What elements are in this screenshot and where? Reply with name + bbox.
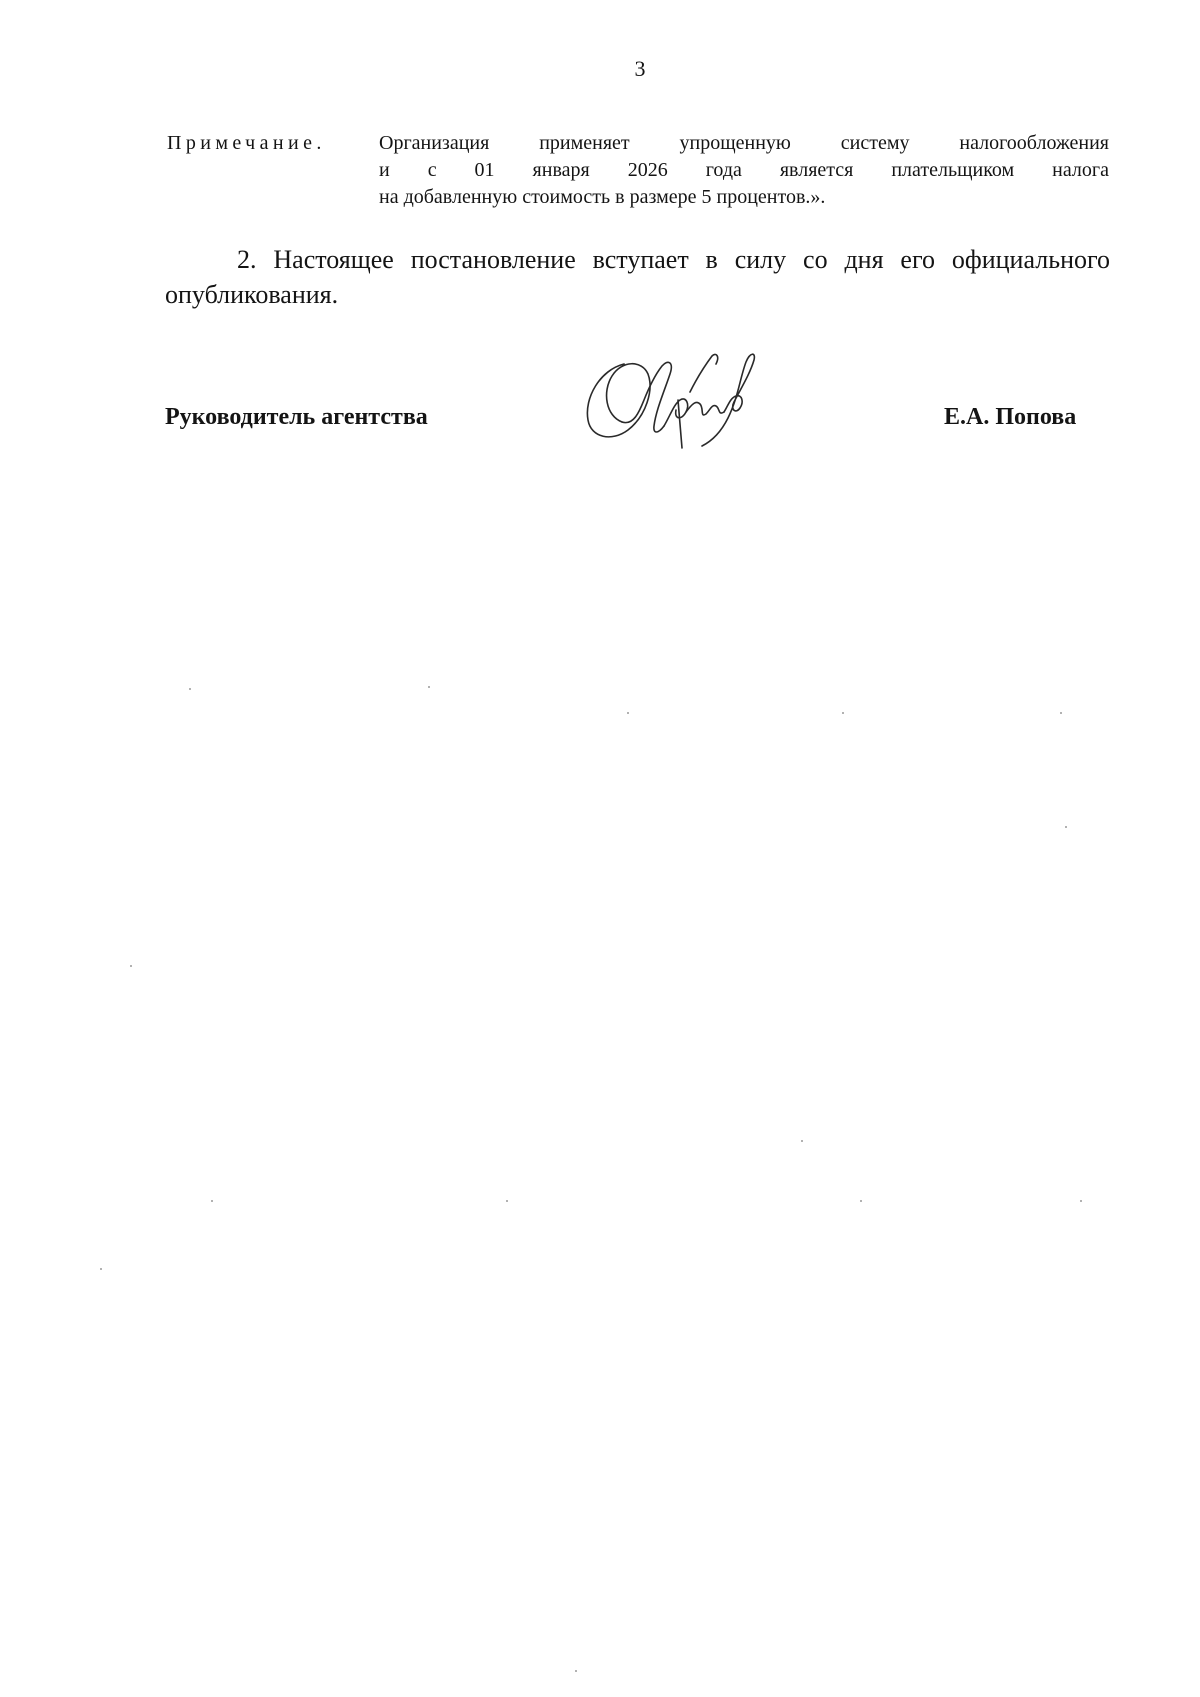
note-block <box>167 130 1109 211</box>
scan-speck <box>428 686 430 688</box>
paragraph-line: 2. Настоящее постановление вступает в силу со дня его официального <box>237 245 1110 274</box>
page-number: 3 <box>634 56 646 81</box>
signatory-title: Руководитель агентства <box>165 404 428 430</box>
scan-speck <box>211 1200 213 1202</box>
scan-speck <box>1080 1200 1082 1202</box>
scan-speck <box>627 712 629 714</box>
scan-speck <box>842 712 844 714</box>
scan-speck <box>130 965 132 967</box>
scan-speck <box>506 1200 508 1202</box>
scan-speck <box>189 688 191 690</box>
note-line: Организация применяет упрощенную систему налогообложения <box>379 132 1109 154</box>
effective-date-paragraph <box>165 242 1110 312</box>
scan-speck <box>1065 826 1067 828</box>
scan-speck <box>801 1140 803 1142</box>
signatory-name: Е.А. Попова <box>944 404 1077 430</box>
note-line: и с 01 января 2026 года является плательщиком налога <box>379 159 1109 181</box>
scan-speck <box>860 1200 862 1202</box>
note-label: Примечание. <box>167 132 326 154</box>
handwritten-signature-icon <box>578 346 783 456</box>
note-text <box>379 130 1109 211</box>
paragraph-line: опубликования. <box>165 280 339 309</box>
scan-speck <box>575 1670 577 1672</box>
scan-speck <box>100 1268 102 1270</box>
scan-speck <box>1060 712 1062 714</box>
note-line: на добавленную стоимость в размере 5 процентов.». <box>379 186 826 208</box>
